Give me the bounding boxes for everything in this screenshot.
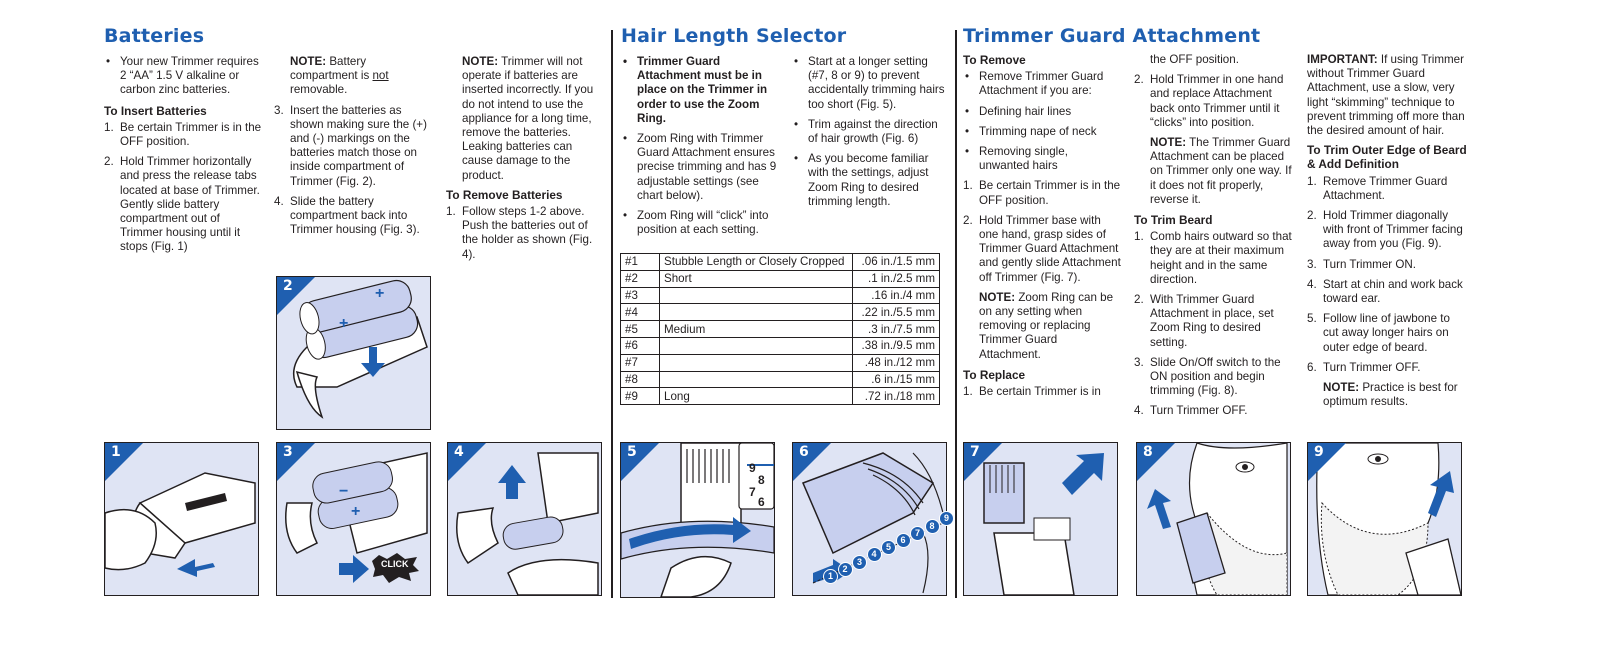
- remove-batteries-heading: To Remove Batteries: [446, 187, 563, 202]
- figure-1: [104, 442, 259, 596]
- setting-label: Stubble Length or Closely Cropped: [660, 254, 853, 271]
- guard-replace-note: NOTE: The Trimmer Guard Attachment can be placed on Trimmer only one way. If it does not fit properly, reverse it.: [1150, 136, 1292, 206]
- setting-length: .3 in./7.5 mm: [853, 321, 940, 338]
- battery-plus-sign-3: +: [351, 503, 361, 520]
- setting-number: #8: [621, 371, 660, 388]
- insert-step-2: 2. Hold Trimmer horizontally and press the release tabs located at base of Trimmer. Gently slide battery compartment out of Trimmer housing until it stops (Fig. 1): [104, 155, 260, 254]
- selector-bullet-4: • Start at a longer setting (#7, 8 or 9) to prevent accidentally trimming hairs too short (Fig. 5).: [792, 55, 948, 112]
- figure-6-number: 6: [799, 444, 809, 460]
- insert-step-1: 1. Be certain Trimmer is in the OFF position.: [104, 120, 262, 149]
- trim-step-2: 2. With Trimmer Guard Attachment in place, set Zoom Ring to desired setting.: [1134, 293, 1274, 349]
- setting-label: [660, 337, 853, 354]
- setting-label: Long: [660, 388, 853, 405]
- final-note: NOTE: Practice is best for optimum results.: [1323, 381, 1458, 409]
- selector-bullet-3: • Zoom Ring will “click” into position at each setting.: [621, 209, 781, 237]
- batteries-column-3: [446, 55, 606, 268]
- figure-3-number: 3: [283, 444, 293, 460]
- length-row: [621, 304, 940, 321]
- remove-battery-step: 1. Follow steps 1-2 above. Push the batteries out of the holder as shown (Fig. 4).: [446, 205, 593, 261]
- outer-step-6: 6. Turn Trimmer OFF.: [1307, 360, 1421, 374]
- setting-number: #5: [621, 321, 660, 338]
- selector-bullet-2: • Zoom Ring with Trimmer Guard Attachment ensures precise trimming and has 9 adjustable settings (see chart below).: [621, 132, 781, 203]
- selector-bullet-1: • Trimmer Guard Attachment must be in place on the Trimmer in order to use the Zoom Ring.: [621, 55, 781, 126]
- setting-label: Medium: [660, 321, 853, 338]
- setting-number: #3: [621, 287, 660, 304]
- setting-label: [660, 304, 853, 321]
- setting-label: [660, 287, 853, 304]
- selector-bullet-5: • Trim against the direction of hair growth (Fig. 6): [792, 118, 948, 146]
- length-row: [621, 337, 940, 354]
- guard-remove-heading: To Remove: [963, 53, 1026, 67]
- dial-number-9: 9: [749, 461, 756, 475]
- insert-step-3: 3. Insert the batteries as shown making sure the (+) and (-) markings on the batteries match those on inside compartment of Trimmer (Fig. 2).: [274, 103, 427, 188]
- setting-length: .16 in./4 mm: [853, 287, 940, 304]
- selector-column-left: [621, 55, 781, 243]
- guard-remove-bullet-4: • Removing single, unwanted hairs: [963, 145, 1121, 173]
- figure-4-number: 4: [454, 444, 464, 460]
- batteries-column-1: [104, 55, 264, 261]
- setting-length: .1 in./2.5 mm: [853, 270, 940, 287]
- trim-step-1: 1. Comb hairs outward so that they are at their maximum height and in the same direction.: [1134, 230, 1292, 286]
- setting-length: .06 in./1.5 mm: [853, 254, 940, 271]
- setting-number: #9: [621, 388, 660, 405]
- figure-3: [276, 442, 431, 596]
- guard-remove-bullet-2: • Defining hair lines: [963, 105, 1121, 119]
- guard-remove-step-1: 1. Be certain Trimmer is in the OFF position.: [963, 179, 1121, 207]
- figure-9: [1307, 442, 1462, 596]
- setting-length: .72 in./18 mm: [853, 388, 940, 405]
- setting-number: #2: [621, 270, 660, 287]
- setting-number: #1: [621, 254, 660, 271]
- battery-minus-sign: −: [339, 483, 349, 500]
- ring-number-badge: 8: [925, 519, 940, 534]
- guard-replace-step-1: 1. Be certain Trimmer is in: [963, 385, 1101, 399]
- setting-label: [660, 354, 853, 371]
- guard-remove-step-2: 2. Hold Trimmer base with one hand, grasp sides of Trimmer Guard Attachment and gently slide Attachment off Trimmer (Fig. 7).: [963, 213, 1121, 284]
- setting-length: .6 in./15 mm: [853, 371, 940, 388]
- figure-7-number: 7: [970, 444, 980, 460]
- figure-9-number: 9: [1314, 444, 1324, 460]
- outer-step-4: 4. Start at chin and work back toward ear.: [1307, 277, 1463, 306]
- figure-5-number: 5: [627, 444, 637, 460]
- setting-number: #7: [621, 354, 660, 371]
- figure-6: [792, 442, 947, 596]
- batteries-column-2: [274, 55, 436, 243]
- batteries-intro: • Your new Trimmer requires 2 “AA” 1.5 V alkaline or carbon zinc batteries.: [104, 55, 264, 98]
- figure-7: [963, 442, 1118, 596]
- battery-note-2: NOTE: Trimmer will not operate if batteries are inserted incorrectly. If you do not intend to use the appliance for a long time, remove the batteries. Leaking batteries can cause damage to the product.: [462, 55, 594, 182]
- guard-replace-step-2: 2. Hold Trimmer in one hand and replace Attachment back onto Trimmer until it “clicks” into position.: [1134, 73, 1284, 129]
- guard-remove-bullet-3: • Trimming nape of neck: [963, 125, 1121, 139]
- guard-remove-note: NOTE: Zoom Ring can be on any setting when removing or replacing Trimmer Guard Attachment.: [979, 290, 1114, 361]
- figure-4: [447, 442, 602, 596]
- length-row: [621, 254, 940, 271]
- selector-bullet-6: • As you become familiar with the settings, adjust Zoom Ring to desired trimming length.: [792, 152, 948, 209]
- batteries-title: Batteries: [104, 25, 205, 47]
- setting-length: .48 in./12 mm: [853, 354, 940, 371]
- ring-number-badge: 4: [867, 547, 882, 562]
- setting-number: #4: [621, 304, 660, 321]
- important-note: IMPORTANT: If using Trimmer without Trimmer Guard Attachment, use a slow, very light “skimming” technique to prevent trimming off more than the desired amount of hair.: [1307, 53, 1465, 138]
- ring-number-badge: 9: [939, 511, 954, 526]
- guard-replace-step-1-cont: the OFF position.: [1150, 53, 1239, 66]
- figure-8: [1136, 442, 1291, 596]
- length-row: [621, 287, 940, 304]
- figure-2-number: 2: [283, 278, 293, 294]
- trim-beard-heading: To Trim Beard: [1134, 213, 1213, 228]
- dial-number-7: 7: [749, 485, 756, 499]
- dial-number-8: 8: [758, 473, 765, 487]
- ring-number-badge: 7: [910, 526, 925, 541]
- guard-remove-bullet-1: • Remove Trimmer Guard Attachment if you are:: [963, 70, 1121, 98]
- click-label: CLICK: [381, 559, 409, 569]
- outer-step-2: 2. Hold Trimmer diagonally with front of Trimmer facing away from you (Fig. 9).: [1307, 209, 1463, 251]
- setting-length: .22 in./5.5 mm: [853, 304, 940, 321]
- guard-title: Trimmer Guard Attachment: [963, 25, 1261, 47]
- length-row: [621, 354, 940, 371]
- battery-plus-sign-1: +: [375, 285, 385, 302]
- figure-2: [276, 276, 431, 430]
- outer-step-1: 1. Remove Trimmer Guard Attachment.: [1307, 174, 1448, 202]
- dial-number-6: 6: [758, 495, 765, 509]
- divider-1: [611, 30, 613, 598]
- battery-note-1: NOTE: Battery compartment is not removable.: [290, 55, 389, 97]
- length-row: [621, 371, 940, 388]
- divider-2: [955, 30, 957, 598]
- guard-replace-heading: To Replace: [963, 367, 1026, 382]
- trim-step-3: 3. Slide On/Off switch to the ON position and begin trimming (Fig. 8).: [1134, 355, 1281, 398]
- insert-batteries-heading: To Insert Batteries: [104, 103, 207, 118]
- ring-number-badge: 1: [823, 569, 838, 584]
- selector-column-right: [792, 55, 948, 215]
- setting-label: [660, 371, 853, 388]
- figure-8-number: 8: [1143, 444, 1153, 460]
- insert-step-4: 4. Slide the battery compartment back into Trimmer housing (Fig. 3).: [274, 194, 420, 237]
- figure-1-number: 1: [111, 444, 121, 460]
- outer-edge-heading: To Trim Outer Edge of Beard & Add Definition: [1307, 143, 1467, 172]
- length-row: [621, 388, 940, 405]
- length-row: [621, 321, 940, 338]
- ring-number-badge: 5: [881, 540, 896, 555]
- setting-label: Short: [660, 270, 853, 287]
- guard-column-3: [1307, 53, 1467, 415]
- figure-5: [620, 442, 775, 598]
- ring-number-badge: 2: [838, 562, 853, 577]
- battery-plus-sign-2: +: [339, 315, 349, 332]
- guard-column-2: [1134, 53, 1294, 425]
- setting-length: .38 in./9.5 mm: [853, 337, 940, 354]
- outer-step-3: 3. Turn Trimmer ON.: [1307, 257, 1416, 271]
- length-settings-table: [620, 253, 940, 405]
- ring-number-badge: 3: [852, 555, 867, 570]
- guard-column-1: [963, 53, 1121, 405]
- outer-step-5: 5. Follow line of jawbone to cut away longer hairs on outer edge of beard.: [1307, 312, 1450, 354]
- trim-step-4: 4. Turn Trimmer OFF.: [1134, 404, 1248, 418]
- selector-title: Hair Length Selector: [621, 25, 847, 47]
- setting-number: #6: [621, 337, 660, 354]
- length-row: [621, 270, 940, 287]
- ring-number-badge: 6: [896, 533, 911, 548]
